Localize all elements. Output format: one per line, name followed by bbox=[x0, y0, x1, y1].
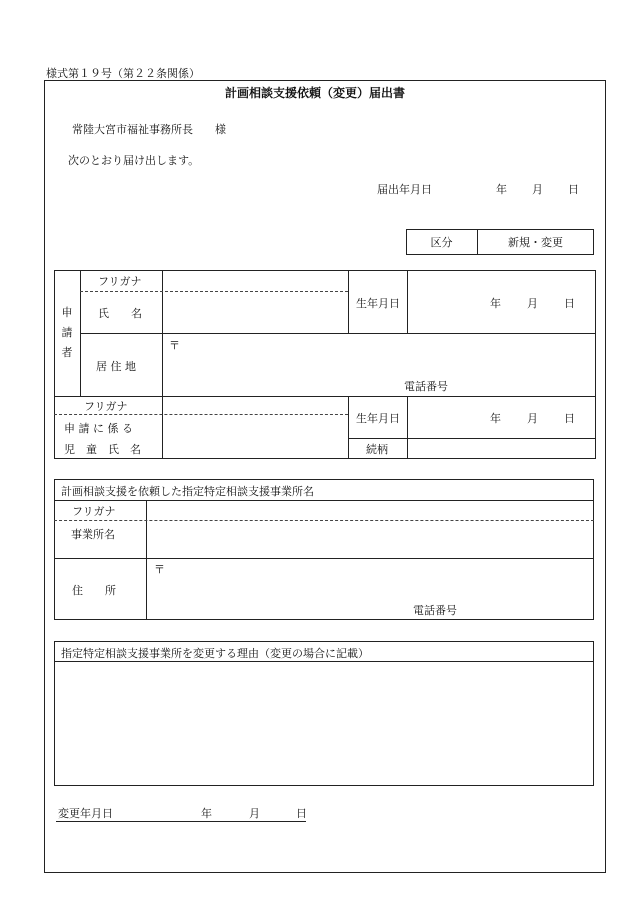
office-furigana-label: フリガナ bbox=[72, 505, 116, 518]
child-furigana-label: フリガナ bbox=[84, 400, 128, 413]
applicant-birth-label: 生年月日 bbox=[356, 297, 400, 310]
office-furigana-field[interactable] bbox=[147, 501, 593, 519]
office-address-label: 住 所 bbox=[72, 584, 116, 597]
applicant-furigana-label: フリガナ bbox=[98, 275, 142, 288]
applicant-birth-month: 月 bbox=[527, 297, 538, 310]
applicant-address-field[interactable] bbox=[163, 334, 595, 395]
child-birth-label: 生年月日 bbox=[356, 412, 400, 425]
category-label: 区分 bbox=[430, 236, 453, 249]
applicant-furigana-field[interactable] bbox=[163, 271, 347, 290]
child-label-line2: 児 童 氏 名 bbox=[64, 443, 141, 456]
child-birth-year: 年 bbox=[490, 412, 501, 425]
office-postal-mark: 〒 bbox=[154, 563, 165, 576]
form-number: 様式第１９号（第２２条関係） bbox=[46, 67, 200, 80]
change-day: 日 bbox=[296, 807, 307, 820]
applicant-name-field[interactable] bbox=[163, 292, 347, 332]
change-date-underline bbox=[56, 821, 306, 822]
office-name-field[interactable] bbox=[147, 522, 593, 557]
child-name-field[interactable] bbox=[163, 415, 347, 458]
applicant-side-label: 申請者 bbox=[61, 306, 73, 359]
notification-year: 年 bbox=[496, 183, 507, 196]
reason-field[interactable] bbox=[55, 662, 593, 785]
change-year: 年 bbox=[201, 807, 212, 820]
child-label-line1: 申 請 に 係 る bbox=[64, 422, 133, 435]
applicant-name-label: 氏 名 bbox=[98, 307, 142, 320]
applicant-phone-label: 電話番号 bbox=[404, 380, 448, 393]
notification-day: 日 bbox=[568, 183, 579, 196]
child-relation-label: 続柄 bbox=[366, 443, 388, 456]
applicant-address-label: 居 住 地 bbox=[96, 360, 136, 373]
change-date-label: 変更年月日 bbox=[58, 807, 113, 820]
applicant-postal-mark: 〒 bbox=[169, 339, 180, 352]
form-title: 計画相談支援依頼（変更）届出書 bbox=[224, 86, 405, 100]
reason-header: 指定特定相談支援事業所を変更する理由（変更の場合に記載） bbox=[61, 647, 369, 660]
child-birth-month: 月 bbox=[527, 412, 538, 425]
office-phone-label: 電話番号 bbox=[413, 604, 457, 617]
notification-date-label: 届出年月日 bbox=[377, 183, 432, 196]
child-birth-day: 日 bbox=[564, 412, 575, 425]
applicant-birth-year: 年 bbox=[490, 297, 501, 310]
category-value[interactable]: 新規・変更 bbox=[508, 236, 563, 249]
addressee: 常陸大宮市福祉事務所長 様 bbox=[72, 123, 226, 136]
office-header: 計画相談支援を依頼した指定特定相談支援事業所名 bbox=[61, 485, 314, 498]
child-relation-field[interactable] bbox=[408, 439, 595, 458]
child-furigana-field[interactable] bbox=[163, 397, 347, 413]
notification-month: 月 bbox=[532, 183, 543, 196]
office-address-field[interactable] bbox=[147, 559, 593, 619]
applicant-birth-day: 日 bbox=[564, 297, 575, 310]
intro-text: 次のとおり届け出します。 bbox=[68, 154, 200, 167]
change-month: 月 bbox=[249, 807, 260, 820]
office-name-label: 事業所名 bbox=[71, 528, 115, 541]
